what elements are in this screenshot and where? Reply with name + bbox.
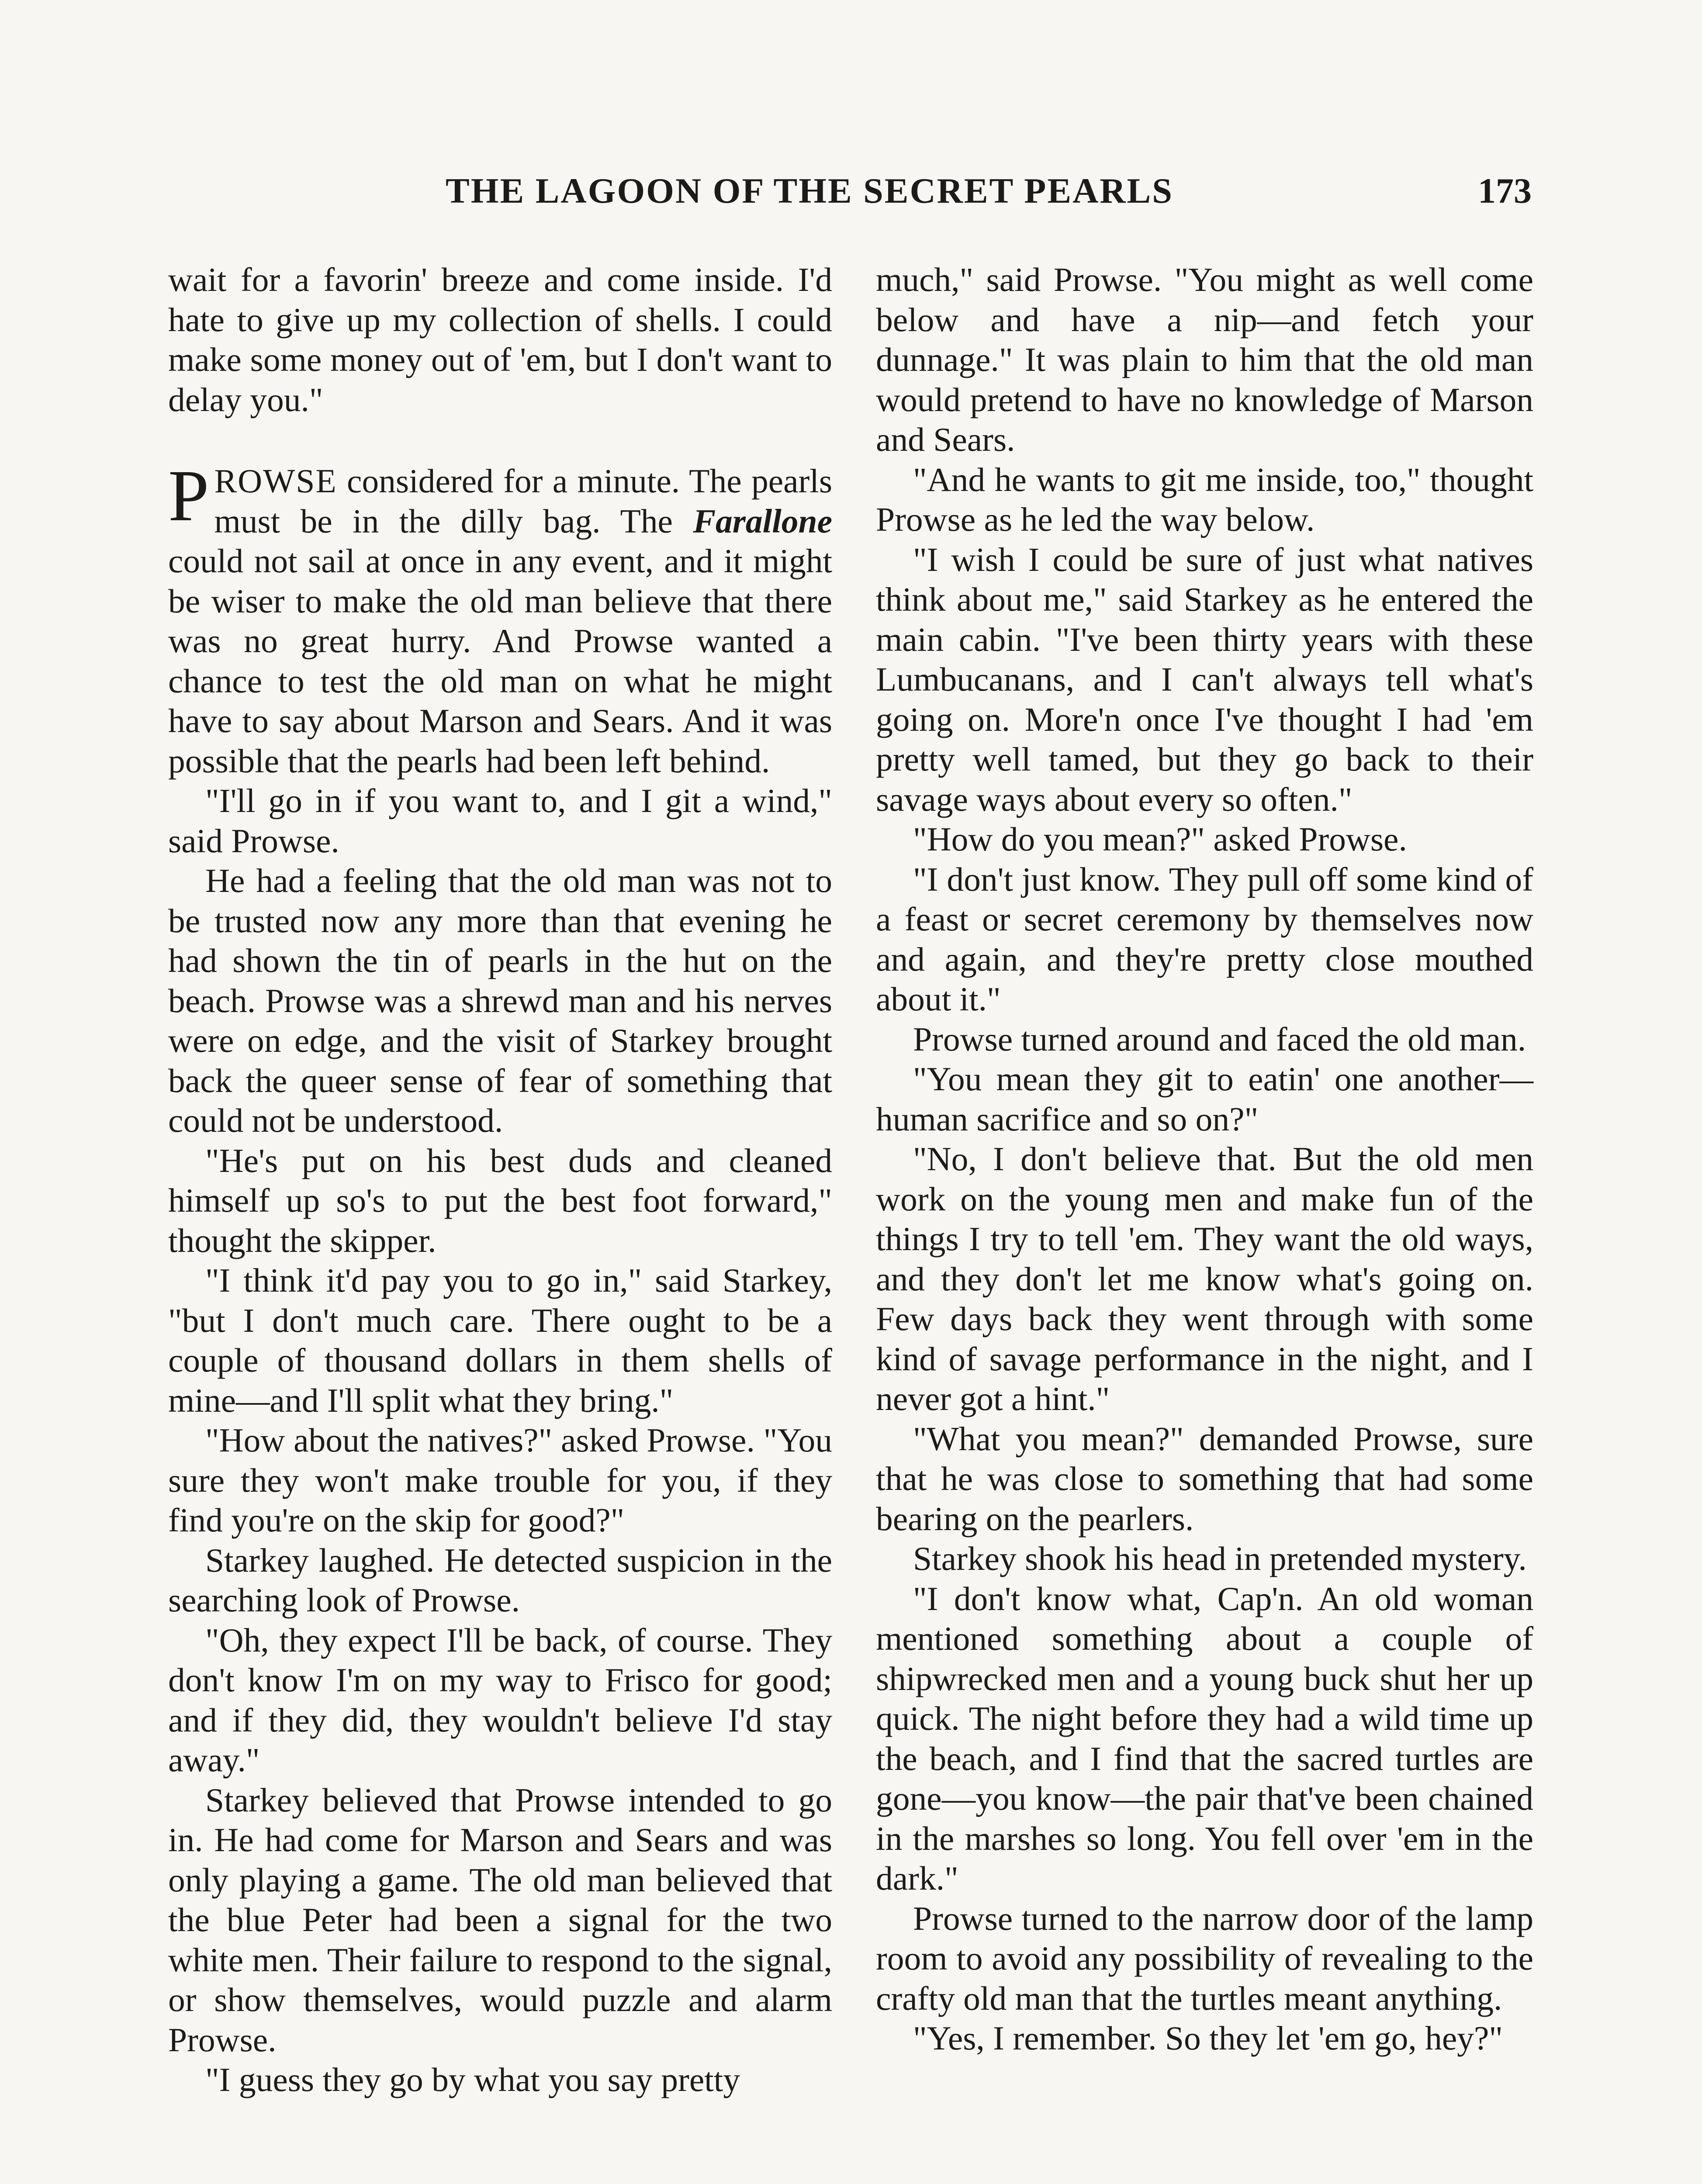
paragraph: "I wish I could be sure of just what natives think about me," said Starkey as he entered the main cabin. "I've been thirty years with these Lumbucanans, and I can't always tell what's going on. More'n once I've thought I had 'em pretty well tamed, but they go back to their savage ways about every so often.": [876, 540, 1533, 818]
paragraph: He had a feeling that the old man was not to be trusted now any more than that evening he had shown the tin of pearls in the hut on the beach. Prowse was a shrewd man and his nerves were on edge, and the visit of Starkey brought back the queer sense of fear of something that could not be understood.: [168, 862, 832, 1139]
small-caps-lead: ROWSE: [214, 462, 337, 500]
paragraph: "I don't know what, Cap'n. An old woman mentioned something about a couple of shipwrecked men and a young buck shut her up quick. The night before they had a wild time up the beach, and I find that the sacred turtles are gone—you know—the pair that've been chained in the marshes so long. You fell over 'em in the dark.": [876, 1579, 1533, 1897]
paragraph: "Yes, I remember. So they let 'em go, hey?": [913, 2019, 1503, 2057]
paragraph: Starkey believed that Prowse intended to go in. He had come for Marson and Sears and was only playing a game. The old man believed that the blue Peter had been a signal for the two white men. Their failure to respond to the signal, or show themselves, would puzzle and alarm Prowse.: [168, 1781, 832, 2059]
paragraph-text: could not sail at once in any event, and it might be wiser to make the old man believe that there was no great hurry. And Prowse wanted a chance to test the old man on what he might have to say about Marson and Sears. And it was possible that the pearls had been left behind.: [168, 542, 832, 780]
paragraph: "What you mean?" demanded Prowse, sure that he was close to something that had some bearing on the pearlers.: [876, 1420, 1533, 1538]
paragraph: "He's put on his best duds and cleaned himself up so's to put the best foot forward," thought the skipper.: [168, 1141, 832, 1259]
drop-cap: P: [168, 455, 209, 536]
paragraph-text: considered for a minute. The pearls must be in the dilly bag. The: [214, 462, 832, 540]
left-column: [168, 260, 832, 2100]
paragraph: "How do you mean?" asked Prowse.: [913, 820, 1407, 858]
ship-name: Farallone: [693, 502, 832, 540]
page-number: 173: [1478, 171, 1532, 211]
paragraph: "I think it'd pay you to go in," said Starkey, "but I don't much care. There ought to be a couple of thousand dollars in them shells of mine—and I'll split what they bring.": [168, 1261, 832, 1419]
paragraph: "How about the natives?" asked Prowse. "You sure they won't make trouble for you, if they find you're on the skip for good?": [168, 1421, 832, 1539]
paragraph: "No, I don't believe that. But the old men work on the young men and make fun of the things I try to tell 'em. They want the old ways, and they don't let me know what's going on. Few days back they went through with some kind of savage performance in the night, and I never got a hint.": [876, 1140, 1533, 1417]
paragraph: "And he wants to git me inside, too," thought Prowse as he led the way below.: [876, 460, 1533, 538]
paragraph: "I'll go in if you want to, and I git a wind," said Prowse.: [168, 782, 832, 860]
paragraph: "I guess they go by what you say pretty: [205, 2061, 740, 2098]
paragraph: Prowse turned to the narrow door of the lamp room to avoid any possibility of revealing to the crafty old man that the turtles meant anything.: [876, 1899, 1533, 2017]
paragraph: wait for a favorin' breeze and come inside. I'd hate to give up my collection of shells. I could make some money out of 'em, but I don't want to delay you.": [168, 261, 832, 418]
running-title: THE LAGOON OF THE SECRET PEARLS: [446, 171, 1173, 211]
paragraph: much," said Prowse. "You might as well come below and have a nip—and fetch your dunnage." It was plain to him that the old man would pretend to have no knowledge of Marson and Sears.: [876, 261, 1533, 458]
page-header: [446, 170, 1532, 218]
paragraph: "You mean they git to eatin' one another—human sacrifice and so on?": [876, 1060, 1533, 1138]
paragraph-dropcap: [168, 455, 832, 781]
paragraph: Starkey laughed. He detected suspicion in the searching look of Prowse.: [168, 1541, 832, 1619]
paragraph: "Oh, they expect I'll be back, of course. They don't know I'm on my way to Frisco for good; and if they did, they wouldn't believe I'd stay away.": [168, 1621, 832, 1779]
paragraph: Starkey shook his head in pretended mystery.: [913, 1540, 1527, 1577]
paragraph: Prowse turned around and faced the old man.: [913, 1020, 1526, 1058]
paragraph: "I don't just know. They pull off some kind of a feast or secret ceremony by themselves now and again, and they're pretty close mouthed about it.": [876, 860, 1533, 1018]
right-column: [876, 260, 1533, 2059]
